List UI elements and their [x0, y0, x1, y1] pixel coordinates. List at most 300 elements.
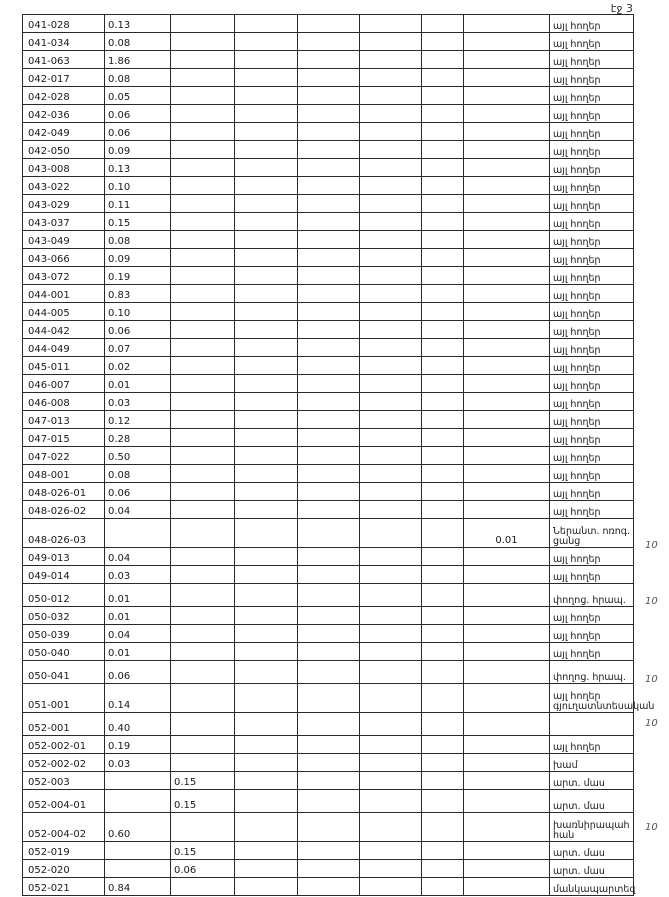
column-3-value: [171, 249, 235, 267]
land-use-note: այլ հողեր: [550, 483, 634, 501]
column-3-value: [171, 878, 235, 896]
table-row: [23, 105, 634, 123]
empty-cell: [422, 860, 464, 878]
area-value: 0.19: [105, 267, 171, 285]
empty-cell: [298, 519, 360, 548]
column-8-value: [464, 566, 550, 584]
land-use-note: այլ հողեր: [550, 249, 634, 267]
empty-cell: [235, 141, 298, 159]
column-8-value: [464, 860, 550, 878]
column-3-value: [171, 754, 235, 772]
empty-cell: [298, 501, 360, 519]
empty-cell: [422, 429, 464, 447]
parcel-code: 051-001: [23, 684, 105, 713]
empty-cell: [235, 661, 298, 684]
land-use-note: այլ հողեր: [550, 87, 634, 105]
empty-cell: [235, 790, 298, 813]
column-8-value: [464, 213, 550, 231]
column-3-value: [171, 339, 235, 357]
table-row: [23, 69, 634, 87]
land-use-note: այլ հողեր: [550, 447, 634, 465]
area-value: 0.19: [105, 736, 171, 754]
empty-cell: [298, 661, 360, 684]
table-row: [23, 429, 634, 447]
column-8-value: [464, 267, 550, 285]
empty-cell: [360, 231, 422, 249]
table-row: [23, 411, 634, 429]
empty-cell: [360, 393, 422, 411]
column-3-value: [171, 643, 235, 661]
table-row: [23, 321, 634, 339]
empty-cell: [422, 321, 464, 339]
empty-cell: [235, 713, 298, 736]
table-row: [23, 661, 634, 684]
area-value: 0.03: [105, 393, 171, 411]
land-use-note: այլ հողեր: [550, 429, 634, 447]
empty-cell: [422, 411, 464, 429]
empty-cell: [298, 141, 360, 159]
column-8-value: [464, 684, 550, 713]
page-number: էջ 3: [610, 2, 633, 15]
area-value: 0.10: [105, 177, 171, 195]
empty-cell: [360, 661, 422, 684]
empty-cell: [360, 321, 422, 339]
column-3-value: [171, 357, 235, 375]
parcel-code: 050-041: [23, 661, 105, 684]
table-row: [23, 213, 634, 231]
empty-cell: [235, 267, 298, 285]
empty-cell: [360, 842, 422, 860]
empty-cell: [235, 878, 298, 896]
column-3-value: [171, 303, 235, 321]
parcel-code: 052-002-01: [23, 736, 105, 754]
table-row: [23, 357, 634, 375]
empty-cell: [235, 429, 298, 447]
empty-cell: [360, 754, 422, 772]
margin-mark: 10: [645, 822, 658, 833]
column-3-value: [171, 141, 235, 159]
parcel-code: 050-039: [23, 625, 105, 643]
parcel-code: 052-002-02: [23, 754, 105, 772]
table-row: [23, 878, 634, 896]
column-8-value: [464, 465, 550, 483]
column-8-value: [464, 159, 550, 177]
area-value: 0.13: [105, 15, 171, 33]
column-8-value: [464, 501, 550, 519]
column-8-value: [464, 69, 550, 87]
parcel-code: 047-013: [23, 411, 105, 429]
empty-cell: [298, 285, 360, 303]
area-value: 0.08: [105, 465, 171, 483]
parcel-code: 042-036: [23, 105, 105, 123]
empty-cell: [422, 105, 464, 123]
empty-cell: [298, 625, 360, 643]
empty-cell: [360, 813, 422, 842]
empty-cell: [235, 87, 298, 105]
table-row: [23, 303, 634, 321]
column-8-value: [464, 754, 550, 772]
column-8-value: [464, 339, 550, 357]
land-use-note: արտ. մաս: [550, 790, 634, 813]
empty-cell: [235, 285, 298, 303]
land-use-note: այլ հողեր գյուղատնտեսական: [550, 684, 634, 713]
column-3-value: [171, 684, 235, 713]
column-3-value: 0.15: [171, 772, 235, 790]
empty-cell: [298, 303, 360, 321]
empty-cell: [422, 548, 464, 566]
empty-cell: [298, 878, 360, 896]
empty-cell: [235, 465, 298, 483]
empty-cell: [422, 584, 464, 607]
column-8-value: [464, 15, 550, 33]
column-3-value: [171, 231, 235, 249]
empty-cell: [360, 33, 422, 51]
empty-cell: [422, 813, 464, 842]
empty-cell: [422, 375, 464, 393]
table-row: [23, 483, 634, 501]
empty-cell: [360, 267, 422, 285]
column-3-value: [171, 285, 235, 303]
empty-cell: [422, 465, 464, 483]
parcel-code: 047-015: [23, 429, 105, 447]
column-3-value: [171, 713, 235, 736]
land-use-note: այլ հողեր: [550, 566, 634, 584]
land-parcel-table: [22, 14, 655, 896]
parcel-code: 048-026-02: [23, 501, 105, 519]
empty-cell: [360, 411, 422, 429]
column-3-value: [171, 267, 235, 285]
parcel-code: 049-014: [23, 566, 105, 584]
area-value: 0.60: [105, 813, 171, 842]
area-value: 0.11: [105, 195, 171, 213]
empty-cell: [235, 69, 298, 87]
land-use-note: այլ հողեր: [550, 231, 634, 249]
column-3-value: [171, 411, 235, 429]
column-3-value: [171, 15, 235, 33]
empty-cell: [235, 501, 298, 519]
empty-cell: [422, 195, 464, 213]
column-3-value: [171, 213, 235, 231]
column-8-value: [464, 736, 550, 754]
empty-cell: [422, 566, 464, 584]
land-use-note: այլ հողեր: [550, 285, 634, 303]
land-use-note: Ներանտ. ոռոգ. ցանց: [550, 519, 634, 548]
parcel-code: 043-022: [23, 177, 105, 195]
column-3-value: [171, 123, 235, 141]
table-row: [23, 231, 634, 249]
empty-cell: [422, 643, 464, 661]
column-8-value: [464, 790, 550, 813]
parcel-code: 052-019: [23, 842, 105, 860]
empty-cell: [360, 177, 422, 195]
empty-cell: [422, 285, 464, 303]
empty-cell: [360, 213, 422, 231]
column-8-value: [464, 141, 550, 159]
empty-cell: [360, 643, 422, 661]
area-value: 0.01: [105, 584, 171, 607]
table-row: [23, 51, 634, 69]
column-8-value: [464, 51, 550, 69]
empty-cell: [422, 357, 464, 375]
empty-cell: [422, 213, 464, 231]
area-value: 0.09: [105, 141, 171, 159]
table-row: [23, 754, 634, 772]
table-row: [23, 813, 634, 842]
land-use-note: այլ հողեր: [550, 177, 634, 195]
parcel-code: 048-026-03: [23, 519, 105, 548]
land-use-note: այլ հողեր: [550, 465, 634, 483]
parcel-code: 044-042: [23, 321, 105, 339]
column-8-value: [464, 249, 550, 267]
column-3-value: [171, 393, 235, 411]
empty-cell: [360, 772, 422, 790]
land-use-note: այլ հողեր: [550, 501, 634, 519]
land-use-note: այլ հողեր: [550, 607, 634, 625]
empty-cell: [298, 231, 360, 249]
empty-cell: [235, 584, 298, 607]
table-row: [23, 375, 634, 393]
table-row: [23, 713, 634, 736]
land-use-note: այլ հողեր: [550, 213, 634, 231]
table-row: [23, 736, 634, 754]
empty-cell: [298, 357, 360, 375]
empty-cell: [360, 339, 422, 357]
empty-cell: [298, 87, 360, 105]
table-row: [23, 465, 634, 483]
land-use-note: փողոց. հրապ.: [550, 661, 634, 684]
table-row: [23, 501, 634, 519]
table-row: [23, 519, 634, 548]
parcel-code: 050-012: [23, 584, 105, 607]
empty-cell: [298, 429, 360, 447]
column-3-value: 0.15: [171, 790, 235, 813]
column-8-value: [464, 429, 550, 447]
empty-cell: [422, 141, 464, 159]
empty-cell: [298, 195, 360, 213]
empty-cell: [422, 772, 464, 790]
area-value: 0.40: [105, 713, 171, 736]
empty-cell: [422, 69, 464, 87]
empty-cell: [360, 566, 422, 584]
empty-cell: [235, 105, 298, 123]
empty-cell: [235, 736, 298, 754]
area-value: 0.07: [105, 339, 171, 357]
land-use-note: այլ հողեր: [550, 321, 634, 339]
empty-cell: [298, 813, 360, 842]
area-value: 0.15: [105, 213, 171, 231]
table-row: [23, 772, 634, 790]
table-row: [23, 643, 634, 661]
area-value: 0.10: [105, 303, 171, 321]
table-row: [23, 123, 634, 141]
empty-cell: [298, 860, 360, 878]
column-3-value: [171, 447, 235, 465]
empty-cell: [235, 411, 298, 429]
parcel-code: 043-029: [23, 195, 105, 213]
empty-cell: [360, 483, 422, 501]
empty-cell: [235, 177, 298, 195]
table-row: [23, 566, 634, 584]
column-8-value: [464, 105, 550, 123]
empty-cell: [235, 813, 298, 842]
area-value: [105, 519, 171, 548]
area-value: 0.01: [105, 375, 171, 393]
column-3-value: [171, 584, 235, 607]
empty-cell: [235, 159, 298, 177]
area-value: 0.08: [105, 69, 171, 87]
empty-cell: [298, 69, 360, 87]
column-8-value: [464, 548, 550, 566]
column-8-value: [464, 584, 550, 607]
empty-cell: [298, 842, 360, 860]
empty-cell: [360, 790, 422, 813]
column-8-value: [464, 357, 550, 375]
land-use-note: այլ հողեր: [550, 303, 634, 321]
empty-cell: [235, 447, 298, 465]
land-use-note: արտ. մաս: [550, 860, 634, 878]
land-use-note: այլ հողեր: [550, 51, 634, 69]
empty-cell: [422, 519, 464, 548]
area-value: 0.12: [105, 411, 171, 429]
empty-cell: [298, 33, 360, 51]
land-use-note: [550, 713, 634, 736]
empty-cell: [298, 339, 360, 357]
column-3-value: [171, 607, 235, 625]
empty-cell: [235, 123, 298, 141]
column-3-value: [171, 321, 235, 339]
land-use-note: խառնիրապահ հան: [550, 813, 634, 842]
table-row: [23, 339, 634, 357]
column-3-value: [171, 519, 235, 548]
table-row: [23, 607, 634, 625]
empty-cell: [235, 625, 298, 643]
column-8-value: [464, 411, 550, 429]
column-3-value: [171, 429, 235, 447]
empty-cell: [235, 321, 298, 339]
empty-cell: [422, 607, 464, 625]
column-8-value: [464, 447, 550, 465]
empty-cell: [422, 267, 464, 285]
column-3-value: [171, 177, 235, 195]
column-3-value: [171, 661, 235, 684]
area-value: 0.04: [105, 548, 171, 566]
empty-cell: [422, 483, 464, 501]
area-value: [105, 790, 171, 813]
empty-cell: [235, 684, 298, 713]
table-row: [23, 285, 634, 303]
empty-cell: [422, 15, 464, 33]
margin-mark: 10: [645, 540, 658, 551]
empty-cell: [360, 465, 422, 483]
table-row: [23, 548, 634, 566]
empty-cell: [298, 684, 360, 713]
empty-cell: [235, 15, 298, 33]
area-value: 0.84: [105, 878, 171, 896]
column-8-value: [464, 607, 550, 625]
column-8-value: [464, 87, 550, 105]
empty-cell: [298, 213, 360, 231]
land-use-note: այլ հողեր: [550, 141, 634, 159]
empty-cell: [360, 878, 422, 896]
parcel-code: 052-001: [23, 713, 105, 736]
empty-cell: [235, 519, 298, 548]
land-use-note: այլ հողեր: [550, 357, 634, 375]
empty-cell: [360, 69, 422, 87]
empty-cell: [235, 548, 298, 566]
empty-cell: [235, 339, 298, 357]
table-row: [23, 842, 634, 860]
empty-cell: [298, 713, 360, 736]
empty-cell: [235, 607, 298, 625]
empty-cell: [422, 661, 464, 684]
parcel-code: 050-032: [23, 607, 105, 625]
empty-cell: [298, 736, 360, 754]
empty-cell: [360, 249, 422, 267]
empty-cell: [298, 267, 360, 285]
empty-cell: [422, 684, 464, 713]
parcel-code: 048-026-01: [23, 483, 105, 501]
empty-cell: [360, 303, 422, 321]
empty-cell: [235, 231, 298, 249]
column-3-value: 0.15: [171, 842, 235, 860]
column-3-value: [171, 51, 235, 69]
column-3-value: [171, 69, 235, 87]
empty-cell: [298, 51, 360, 69]
empty-cell: [360, 713, 422, 736]
empty-cell: [298, 177, 360, 195]
empty-cell: [235, 860, 298, 878]
empty-cell: [298, 772, 360, 790]
land-use-note: այլ հողեր: [550, 411, 634, 429]
empty-cell: [360, 105, 422, 123]
empty-cell: [235, 249, 298, 267]
empty-cell: [360, 548, 422, 566]
area-value: 0.06: [105, 321, 171, 339]
empty-cell: [422, 123, 464, 141]
empty-cell: [360, 607, 422, 625]
parcel-code: 045-011: [23, 357, 105, 375]
empty-cell: [235, 643, 298, 661]
empty-cell: [360, 15, 422, 33]
empty-cell: [298, 159, 360, 177]
parcel-code: 046-007: [23, 375, 105, 393]
empty-cell: [298, 548, 360, 566]
column-8-value: [464, 33, 550, 51]
empty-cell: [422, 87, 464, 105]
area-value: 0.08: [105, 33, 171, 51]
empty-cell: [422, 754, 464, 772]
empty-cell: [422, 249, 464, 267]
parcel-code: 052-020: [23, 860, 105, 878]
column-3-value: [171, 566, 235, 584]
column-3-value: [171, 375, 235, 393]
table-row: [23, 860, 634, 878]
empty-cell: [360, 357, 422, 375]
column-8-value: [464, 303, 550, 321]
empty-cell: [235, 842, 298, 860]
column-3-value: [171, 105, 235, 123]
empty-cell: [235, 772, 298, 790]
column-3-value: 0.06: [171, 860, 235, 878]
table-row: [23, 447, 634, 465]
land-use-note: այլ հողեր: [550, 105, 634, 123]
area-value: 0.02: [105, 357, 171, 375]
empty-cell: [360, 501, 422, 519]
column-3-value: [171, 195, 235, 213]
empty-cell: [298, 123, 360, 141]
empty-cell: [235, 393, 298, 411]
parcel-code: 043-072: [23, 267, 105, 285]
